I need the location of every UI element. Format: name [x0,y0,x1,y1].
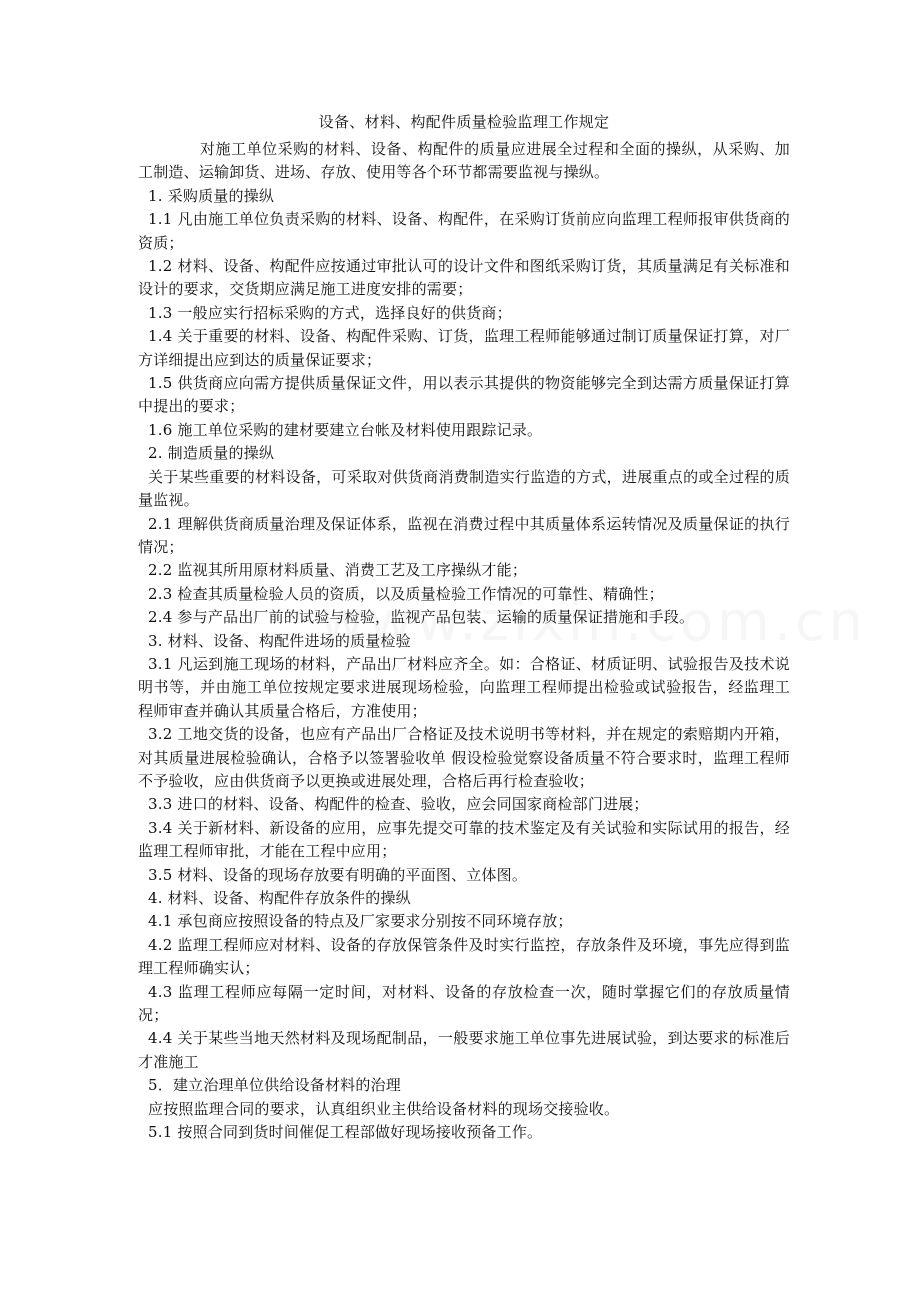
body-paragraph: 4.3 监理工程师应每隔一定时间，对材料、设备的存放检查一次，随时掌握它们的存放质量情况； [138,982,790,1025]
body-paragraph: 1.1 凡由施工单位负责采购的材料、设备、构配件，在采购订货前应向监理工程师报审供货商的资质； [138,210,790,252]
body-paragraph: 4.4 关于某些当地天然材料及现场配制品，一般要求施工单位事先进展试验，到达要求的标准后才准施工 [138,1029,790,1071]
body-paragraph: 1.3 一般应实行招标采购的方式，选择良好的供货商； [148,303,512,322]
body-paragraph: 4.2 监理工程师应对材料、设备的存放保管条件及时实行监控，存放条件及环境，事先应得到监理工程师确实认； [138,935,790,978]
body-paragraph: 1.5 供货商应向需方提供质量保证文件，用以表示其提供的物资能够完全到达需方质量保证打算中提出的要求； [138,374,790,416]
body-paragraph: 4. 材料、设备、构配件存放条件的操纵 [148,889,411,907]
body-paragraph: 3.3 进口的材料、设备、构配件的检查、验收，应会同国家商检部门进展； [148,795,649,814]
body-paragraph: 4.1 承包商应按照设备的特点及厂家要求分别按不同环境存放； [148,912,573,931]
body-paragraph: 2.1 理解供货商质量治理及保证体系，监视在消费过程中其质量体系运转情况及质量保证的执行情况； [138,514,790,556]
body-paragraph: 2.2 监视其所用原材料质量、消费工艺及工序操纵才能； [148,561,528,580]
intro-paragraph: 对施工单位采购的材料、设备、构配件的质量应进展全过程和全面的操纵，从采购、加工制造、运输卸货、进场、存放、使用等各个环节都需要监视与操纵。 [138,140,790,182]
body-paragraph: 关于某些重要的材料设备，可采取对供货商消费制造实行监造的方式，进展重点的或全过程的质量监视。 [138,467,790,510]
body-paragraph: 5．建立治理单位供给设备材料的治理 [148,1076,401,1095]
body-paragraph: 1.4 关于重要的材料、设备、构配件采购、订货，监理工程师能够通过制订质量保证打算，对厂方详细提出应到达的质量保证要求； [138,327,790,369]
document-body [138,185,790,1145]
body-paragraph: 3.5 材料、设备的现场存放要有明确的平面图、立体图。 [148,865,528,884]
body-paragraph: 3.1 凡运到施工现场的材料，产品出厂材料应齐全。如：合格证、材质证明、试验报告及技术说明书等，并由施工单位按规定要求进展现场检验，向监理工程师提出检验或试验报告，经监理工程师审查并确认其质量合格后，方准使用； [138,654,790,720]
body-paragraph: 1.6 施工单位采购的建材要建立台帐及材料使用跟踪记录。 [148,420,543,439]
body-paragraph: 1.2 材料、设备、构配件应按通过审批认可的设计文件和图纸采购订货，其质量满足有关标准和设计的要求，交货期应满足施工进度安排的需要； [138,257,790,299]
body-paragraph: 2.4 参与产品出厂前的试验与检验，监视产品包装、运输的质量保证措施和手段。 [148,608,695,627]
body-paragraph: 3. 材料、设备、构配件进场的质量检验 [148,631,411,650]
body-paragraph: 3.2 工地交货的设备，也应有产品出厂合格证及技术说明书等材料，并在规定的索赔期内开箱，对其质量进展检验确认，合格予以签署验收单 假设检验觉察设备质量不符合要求时，监理工程师不予验收，应由供货商予以更换或进展处理，合格后再行检查验收； [138,725,790,790]
document-title: 设备、材料、构配件质量检验监理工作规定 [318,113,610,131]
body-paragraph: 3.4 关于新材料、新设备的应用，应事先提交可靠的技术鉴定及有关试验和实际试用的报告，经监理工程师审批，才能在工程中应用； [138,818,790,861]
body-paragraph: 2.3 检查其质量检验人员的资质，以及质量检验工作情况的可靠性、精确性； [148,584,664,603]
body-paragraph: 应按照监理合同的要求，认真组织业主供给设备材料的现场交接验收。 [148,1099,620,1118]
document-page [138,112,790,1144]
body-paragraph: 1. 采购质量的操纵 [148,186,275,205]
body-paragraph: 2. 制造质量的操纵 [148,444,275,463]
body-paragraph: 5.1 按照合同到货时间催促工程部做好现场接收预备工作。 [148,1123,543,1142]
